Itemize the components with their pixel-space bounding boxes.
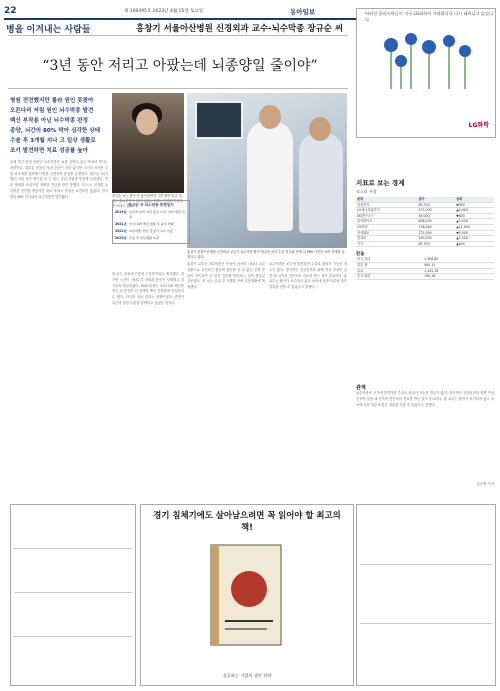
- classified-ads[interactable]: [10, 504, 136, 686]
- timeline-event: 뇌수막종 진단, 홍창기 교수 수술: [129, 229, 173, 233]
- lead-line: 병원 전전했지만 몰라 원인 못찾아: [10, 98, 94, 104]
- table-cell: 현대차: [356, 236, 417, 242]
- table-cell: ▲5,000: [455, 208, 494, 214]
- table-cell: 1,306.80: [423, 257, 494, 262]
- timeline-item: [115, 210, 187, 220]
- table-cell: 89,000: [417, 213, 455, 219]
- rates-table: [356, 257, 494, 279]
- table-cell: 722,000: [417, 230, 455, 236]
- lead-line: 오른다리 저림 원인 뇌수막종 발견: [10, 108, 94, 114]
- article-body-column: 장 씨는 처음에 단순한 근육통이라고 생각했다. 하지만 시간이 지날수록 저림과 통증은 심해졌고 걷기조차 힘들어졌다. 2021년에는 코로나19 백신을 맞은 뒤 증상이 더 심해져 백신 부작용을 의심하기도 했다. 하지만 검사 결과는 뜻밖이었다. 종양이 뇌간의 상당 부분을 압박하고 있었던 것이다.: [112, 272, 184, 305]
- patient-photo: [112, 93, 184, 193]
- doctor-photo-caption: 홍창기 서울아산병원 신경외과 교수가 뇌수막종 환자 장규순 씨의 수술 직후와 현재 뇌 MRI 사진을 보며 상태를 설명하고 있다.: [187, 250, 345, 259]
- timeline-year: 2019년: [115, 210, 127, 214]
- divider: [8, 88, 348, 89]
- article-body-column: 홍창기 교수는 뇌수막종은 증상이 서서히 나타나 다른 질환으로 오인되기 쉽다며 원인을 알 수 없는 신경 증상이 지속되면 뇌 영상 검사를 받아보는 것이 좋다고 강조했다. 장 씨는 수술 후 3개월 만에 일상생활에 복귀했다.: [187, 262, 265, 290]
- timeline-year: 2023년: [115, 236, 127, 240]
- timeline-item: [115, 222, 187, 227]
- timeline-event: 코로나19 백신 접종 후 증상 악화: [129, 222, 174, 226]
- table-cell: ▲1,500: [455, 236, 494, 242]
- economy-title: 지표로 보는 경제: [356, 179, 405, 187]
- lead-line: 조기 발견하면 치료 성공률 높아: [10, 148, 89, 154]
- table-cell: 808,000: [417, 219, 455, 225]
- sidebar-ad-text: 버려진 플라스틱들이 지구 LG화학이 가꿔봅니다 다시 태어나고 있습니다: [365, 11, 494, 22]
- sidebar-bottom-ads[interactable]: [356, 504, 496, 686]
- table-cell: 1,442.16: [423, 268, 494, 274]
- classified-ad[interactable]: [14, 552, 132, 593]
- classified-ad[interactable]: [360, 567, 492, 624]
- table-cell: ▲3,000: [455, 219, 494, 225]
- table-cell: 736,000: [417, 224, 455, 230]
- table-header: 종목: [356, 197, 417, 202]
- table-header: 등락: [455, 197, 494, 202]
- table-cell: ▼5,000: [455, 230, 494, 236]
- table-cell: 980.15: [423, 262, 494, 268]
- classified-ad[interactable]: [360, 626, 492, 682]
- article-byline: 홍창기 서울아산병원 신경외과 교수-뇌수막종 장규순 씨: [136, 24, 344, 34]
- mri-monitor: [195, 101, 243, 139]
- table-row: [356, 241, 494, 247]
- classified-ad[interactable]: [360, 508, 492, 565]
- book-cover-icon: [201, 541, 291, 651]
- stock-table: [356, 197, 494, 247]
- table-cell: ▲600: [455, 241, 494, 247]
- lead-line: 수술 후 3개월 지나 고 일상 생활로: [10, 138, 96, 144]
- table-cell: 573,000: [417, 208, 455, 214]
- photo-person: [247, 121, 293, 231]
- economy-box: [356, 178, 494, 280]
- book-ad-title: 경기 침체기에도 살아남으려면 꼭 읽어야 할 최고의 책!: [153, 510, 341, 532]
- column-box: [356, 384, 494, 486]
- column-title: 관계: [356, 385, 366, 391]
- photo-person: [299, 133, 343, 233]
- rates-title: 환율: [356, 252, 365, 258]
- patient-photo-caption: 장규순 씨는 몸이 안 좋아지면서 그런 줄만 알고 지냈는데 뇌종양이 원인이었다. 현재는 건강하게 일상을 보내고 있다.: [112, 194, 183, 208]
- economy-subtitle: 코스피 시장: [356, 189, 377, 194]
- table-cell: 일본 엔: [356, 262, 423, 268]
- paper-name: 동아일보: [290, 8, 316, 16]
- table-header: 종가: [417, 197, 455, 202]
- article-body-column: 뇌수막종은 조기에 발견하면 수술로 완치가 가능한 경우가 많다. 정기적인 건강검진과 함께 이상 증상이 있을 때 신속히 전문의의 진료를 받는 것이 중요하다. 홍 교수는 환자가 포기하지 않고 치료에 임한 덕분에 좋은 결과를 얻을 수 있었다고 말했다.: [269, 262, 347, 290]
- timeline-year: 2022년: [115, 229, 127, 233]
- classified-ad[interactable]: [14, 596, 132, 637]
- table-cell: LG화학: [356, 224, 417, 230]
- lead-line: 백신 부작용 아닌 뇌수막종 판정: [10, 118, 89, 124]
- table-cell: 85,700: [417, 241, 455, 247]
- table-cell: 삼성바이오: [356, 219, 417, 225]
- timeline-year: 2021년: [115, 222, 127, 226]
- table-cell: 190,200: [417, 236, 455, 242]
- treatment-timeline: [112, 200, 190, 244]
- table-cell: 65,700: [417, 202, 455, 208]
- timeline-title: 장규순 씨 뇌수막종 투병일지: [128, 203, 174, 207]
- flower-illustration: [377, 31, 475, 91]
- table-cell: 삼성전자: [356, 202, 417, 208]
- table-cell: 미국 달러: [356, 257, 423, 262]
- photo-person-head: [309, 117, 331, 141]
- column-body: 뇌수막종은 조기에 발견하면 수술로 완치가 가능한 경우가 많다. 정기적인 건강검진과 함께 이상 증상이 있을 때 신속히 전문의의 진료를 받는 것이 중요하다. 홍 교수는 환자가 포기하지 않고 치료에 임한 덕분에 좋은 결과를 얻을 수 있었다고 말했다.: [356, 391, 494, 407]
- series-title: 병을 이겨내는 사람들: [6, 25, 91, 35]
- page-number: 22: [4, 6, 17, 16]
- table-cell: 삼성SDI: [356, 230, 417, 236]
- lead-summary: [10, 96, 110, 156]
- lg-logo: LG화학: [468, 122, 489, 129]
- table-cell: SK하이닉스: [356, 213, 417, 219]
- doctor-photo: [187, 93, 347, 248]
- timeline-event: 수술 후 일상생활 복귀: [129, 236, 159, 240]
- table-cell: 유로: [356, 268, 423, 274]
- timeline-event: 오른쪽 다리 저림 증상 시작, 여러 병원 전전: [129, 210, 185, 219]
- book-ad-caption: 성공하는 기업의 생존 전략: [222, 673, 272, 678]
- classified-ad[interactable]: [14, 640, 132, 680]
- table-cell: ▼300: [455, 202, 494, 208]
- lead-line: 종양, 뇌간의 80% 막아 심각한 상태: [10, 128, 101, 134]
- article-body-column: 뇌에 생긴 양성 종양인 뇌수막종은 뇌를 감싸고 있는 막에서 생기는 종양이다. 대부분 천천히 자라 증상이 거의 없지만 크기가 커지면 주변 뇌조직을 압박해 다양한 신경학적 증상을 유발한다. 장규순 씨(가명)는 3년 동안 원인을 알 수 없는 다리 저림과 통증에 시달렸다. 여러 병원을 다녔지만 정확한 진단을 받지 못했다. 디스크, 신경염 등 다양한 진단을 받았지만 치료 후에도 증상은 호전되지 않았다. 결국 정밀 MRI 검사에서 뇌수막종이 발견됐다.: [10, 160, 108, 199]
- table-cell: ▼800: [455, 213, 494, 219]
- book-ad[interactable]: [140, 504, 354, 686]
- classified-ad[interactable]: [14, 508, 132, 549]
- sidebar-ad[interactable]: [356, 8, 496, 138]
- divider: [8, 35, 348, 36]
- table-cell: 기아: [356, 241, 417, 247]
- photo-person-head: [259, 105, 281, 129]
- issue-info: 제 100495호 2023년 4월 15일 토요일: [124, 9, 204, 14]
- table-cell: ▲11,000: [455, 224, 494, 230]
- table-cell: 190.16: [423, 274, 494, 280]
- timeline-item: [115, 229, 187, 234]
- column-byline: 김준영 기자: [476, 482, 494, 486]
- table-row: [356, 274, 494, 280]
- table-cell: 중국 위안: [356, 274, 423, 280]
- headline-quote: “3년 동안 저리고 아팠는데 뇌종양일 줄이야”: [42, 58, 318, 74]
- timeline-item: [115, 236, 187, 241]
- photo-face: [136, 109, 158, 135]
- table-cell: LG에너지솔루션: [356, 208, 417, 214]
